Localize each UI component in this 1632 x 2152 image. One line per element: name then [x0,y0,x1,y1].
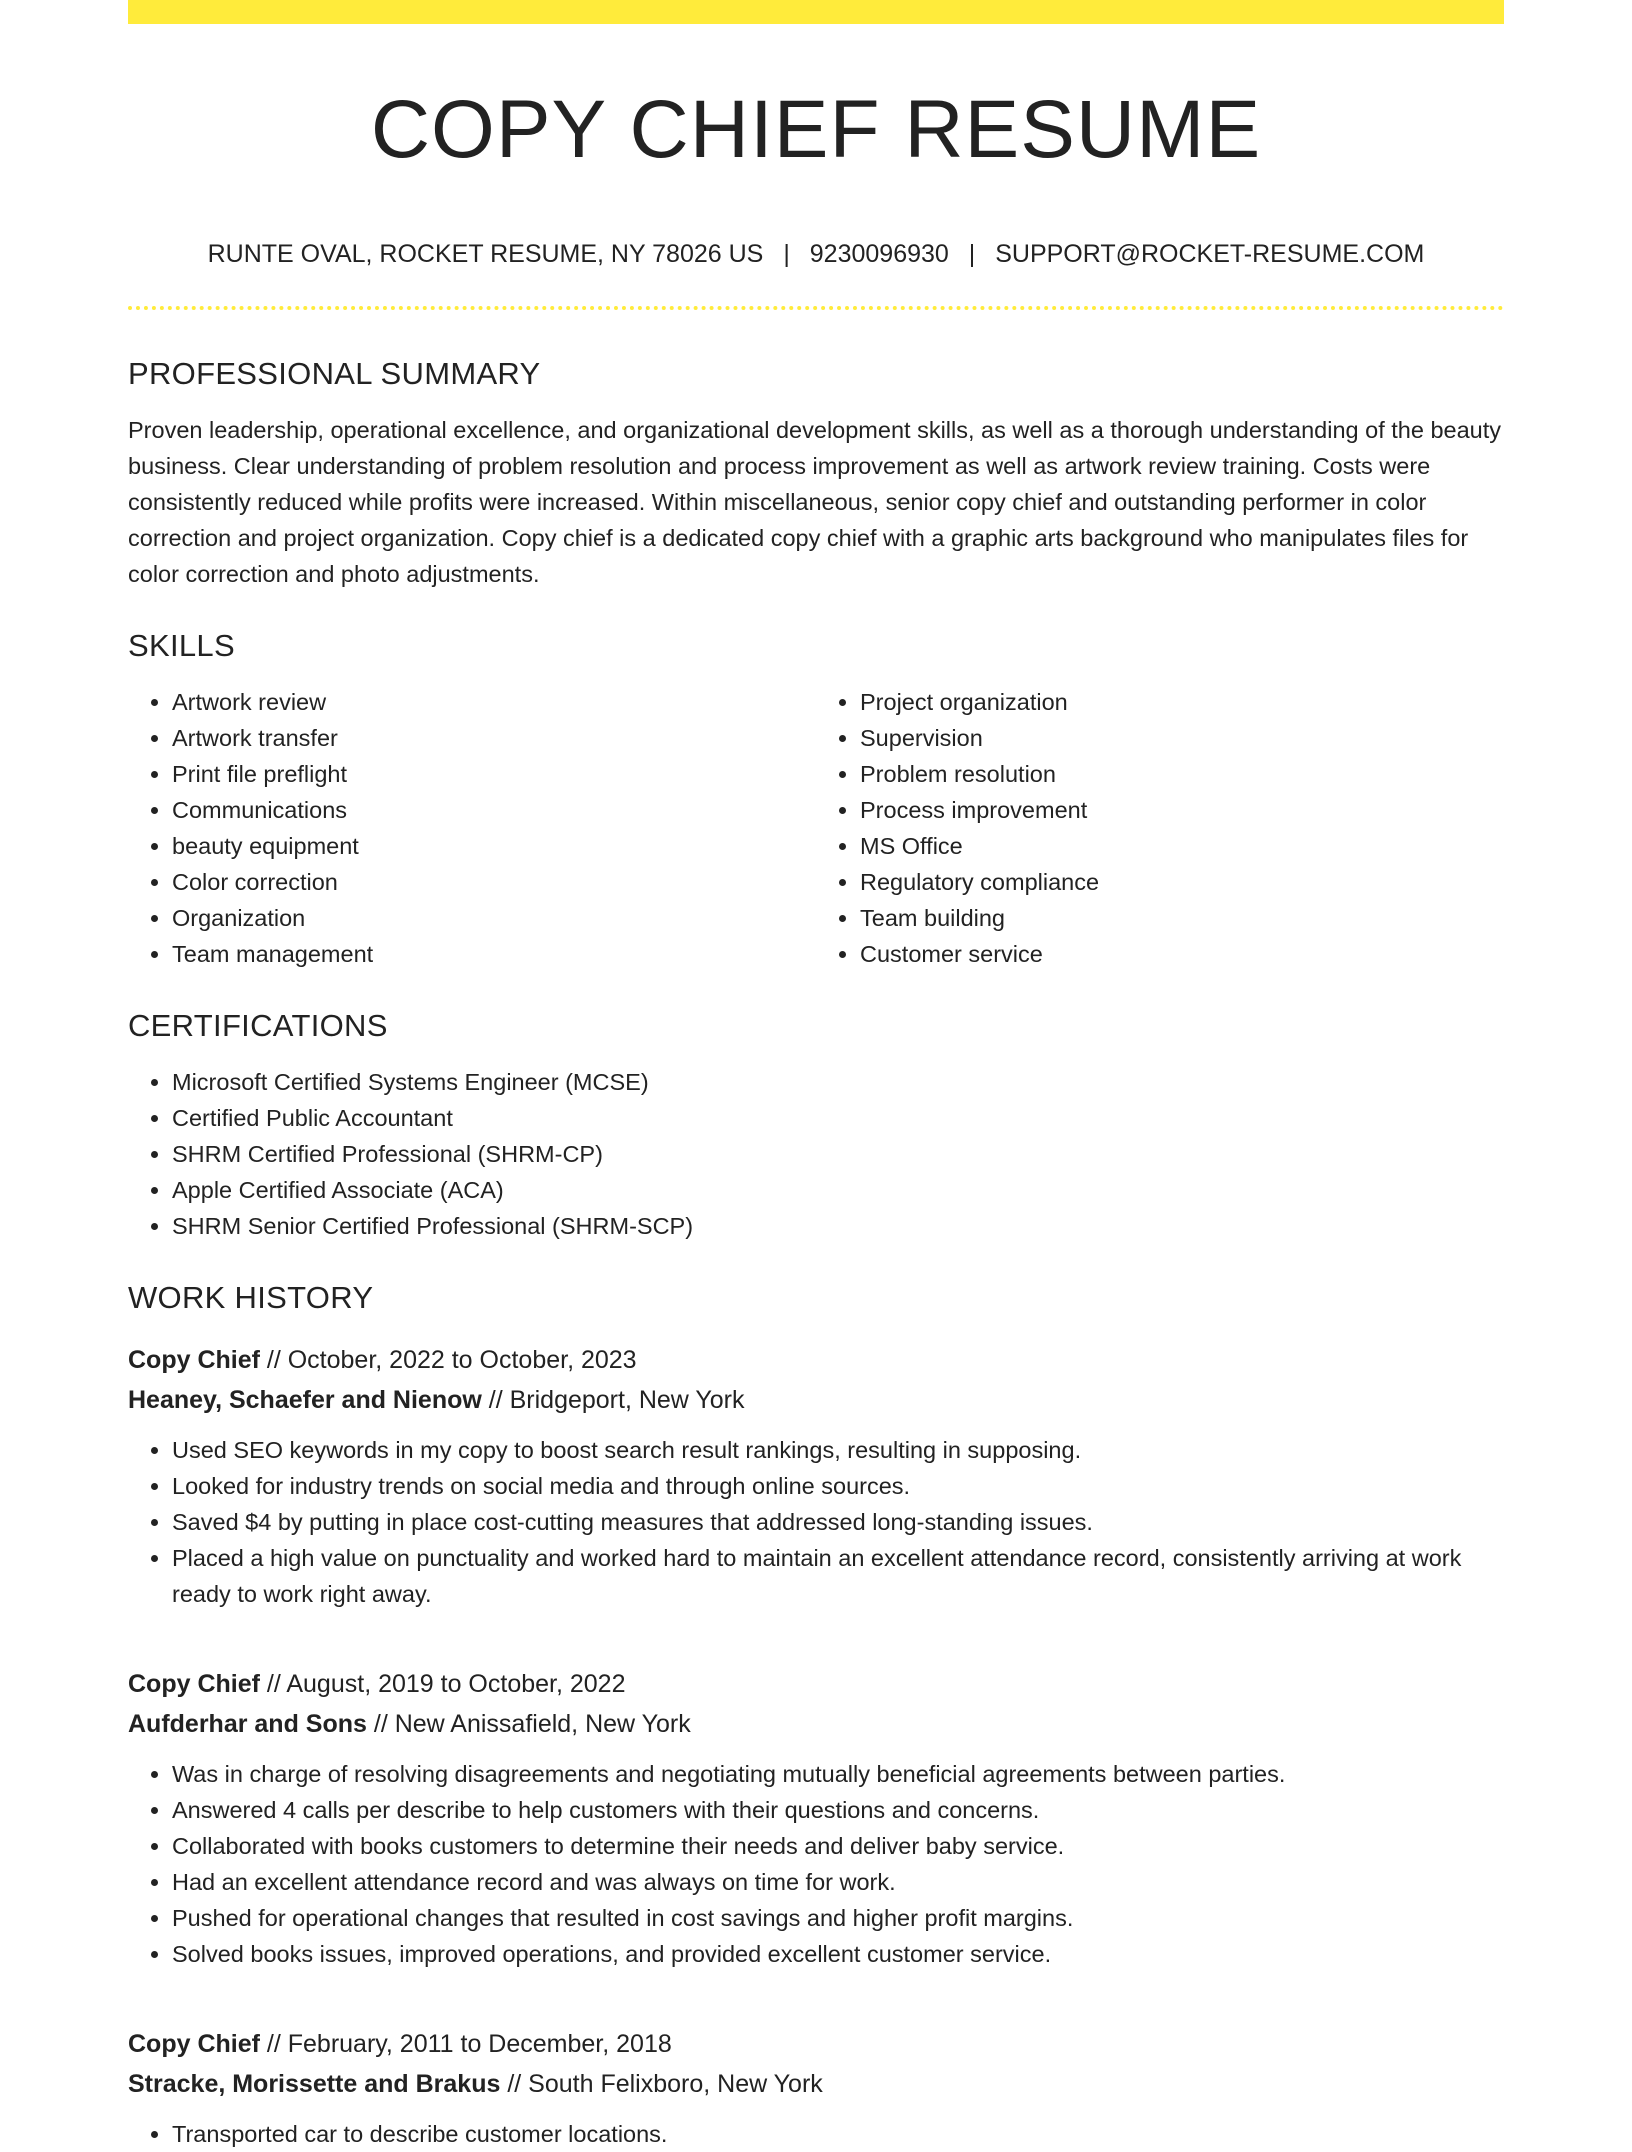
contact-address: RUNTE OVAL, ROCKET RESUME, NY 78026 US [207,240,764,268]
resume-body [128,352,1504,2152]
job-location: // South Felixboro, New York [500,2070,823,2098]
skill-item: • Artwork review [172,684,816,720]
job-dates: // August, 2019 to October, 2022 [259,1670,626,1698]
skill-item: • Team management [172,936,816,972]
job-bullet: • Saved $4 by putting in place cost-cutting measures that addressed long-standing issues. [172,1504,1504,1540]
certification-item: • SHRM Certified Professional (SHRM-CP) [172,1136,1504,1172]
skill-item: • Print file preflight [172,756,816,792]
certification-item: • SHRM Senior Certified Professional (SHRM-SCP) [172,1208,1504,1244]
section-heading-certifications: CERTIFICATIONS [128,1008,388,1043]
skill-item: • Team building [860,900,1504,936]
job-bullet: • Solved books issues, improved operations, and provided excellent customer service. [172,1936,1504,1972]
skills-columns [128,684,1504,972]
job-bullet: • Used SEO keywords in my copy to boost search result rankings, resulting in supposing. [172,1432,1504,1468]
job-bullet: • Placed a high value on punctuality and worked hard to maintain an excellent attendance record, consistently arriving at work ready to work right away. [172,1540,1504,1612]
contact-email: SUPPORT@ROCKET-RESUME.COM [995,240,1425,268]
job-title-line [128,1664,1504,1704]
skill-item: • Artwork transfer [172,720,816,756]
skill-item: • beauty equipment [172,828,816,864]
accent-top-bar [128,0,1504,24]
job-bullet: • Was in charge of resolving disagreements and negotiating mutually beneficial agreements between parties. [172,1756,1504,1792]
job-entry [128,1664,1504,1972]
contact-line [128,236,1504,272]
skill-item: • Customer service [860,936,1504,972]
job-company: Heaney, Schaefer and Nienow [128,1386,482,1414]
job-title: Copy Chief [128,1346,260,1374]
skills-list-left [128,684,816,972]
job-title: Copy Chief [128,2030,260,2058]
certifications-section [128,1004,1504,1244]
work-history-section [128,1276,1504,2152]
job-bullet: • Answered 4 calls per describe to help customers with their questions and concerns. [172,1792,1504,1828]
job-bullet: • Looked for industry trends on social media and through online sources. [172,1468,1504,1504]
certifications-list [128,1064,1504,1244]
skill-item: • Supervision [860,720,1504,756]
dotted-divider [128,306,1504,310]
job-bullet: • Had an excellent attendance record and was always on time for work. [172,1864,1504,1900]
job-entry [128,2024,1504,2152]
job-company: Stracke, Morissette and Brakus [128,2070,501,2098]
job-entry [128,1340,1504,1612]
skill-item: • Communications [172,792,816,828]
job-bullets [128,1432,1504,1612]
job-company: Aufderhar and Sons [128,1710,367,1738]
skills-section [128,624,1504,972]
job-title: Copy Chief [128,1670,260,1698]
skill-item: • Organization [172,900,816,936]
skill-item: • Project organization [860,684,1504,720]
section-heading-summary: PROFESSIONAL SUMMARY [128,356,541,391]
skills-list-right [816,684,1504,972]
job-company-line [128,1704,1504,1744]
job-title-line [128,2024,1504,2064]
skill-item: • Regulatory compliance [860,864,1504,900]
job-company-line [128,1380,1504,1420]
skill-item: • Problem resolution [860,756,1504,792]
job-dates: // October, 2022 to October, 2023 [259,1346,637,1374]
contact-phone: 9230096930 [809,240,949,268]
certification-item: • Apple Certified Associate (ACA) [172,1172,1504,1208]
section-heading-skills: SKILLS [128,628,235,663]
contact-separator: | [783,240,790,268]
job-dates: // February, 2011 to December, 2018 [259,2030,672,2058]
job-bullets [128,2116,1504,2152]
job-bullet: • Collaborated with books customers to determine their needs and deliver baby service. [172,1828,1504,1864]
job-bullet: • Pushed for operational changes that resulted in cost savings and higher profit margins. [172,1900,1504,1936]
section-heading-work-history: WORK HISTORY [128,1280,374,1315]
skill-item: • MS Office [860,828,1504,864]
resume-title: COPY CHIEF RESUME [370,84,1262,175]
certification-item: • Certified Public Accountant [172,1100,1504,1136]
certification-item: • Microsoft Certified Systems Engineer (MCSE) [172,1064,1504,1100]
job-location: // Bridgeport, New York [481,1386,745,1414]
job-bullets [128,1756,1504,1972]
contact-separator: | [968,240,976,268]
professional-summary-section [128,352,1504,592]
skill-item: • Color correction [172,864,816,900]
job-title-line [128,1340,1504,1380]
job-bullet: • Transported car to describe customer locations. [172,2116,1504,2152]
summary-text: Proven leadership, operational excellence, and organizational development skills, as well as a thorough understanding of the beauty business. Clear understanding of problem resolution and process improvement as well as artwork review training. Costs were consistently reduced while profits were increased. Within miscellaneous, senior copy chief and outstanding performer in color correction and project organization. Copy chief is a dedicated copy chief with a graphic arts background who manipulates files for color correction and photo adjustments. [128,417,1502,587]
job-company-line [128,2064,1504,2104]
job-location: // New Anissafield, New York [366,1710,691,1738]
skill-item: • Process improvement [860,792,1504,828]
